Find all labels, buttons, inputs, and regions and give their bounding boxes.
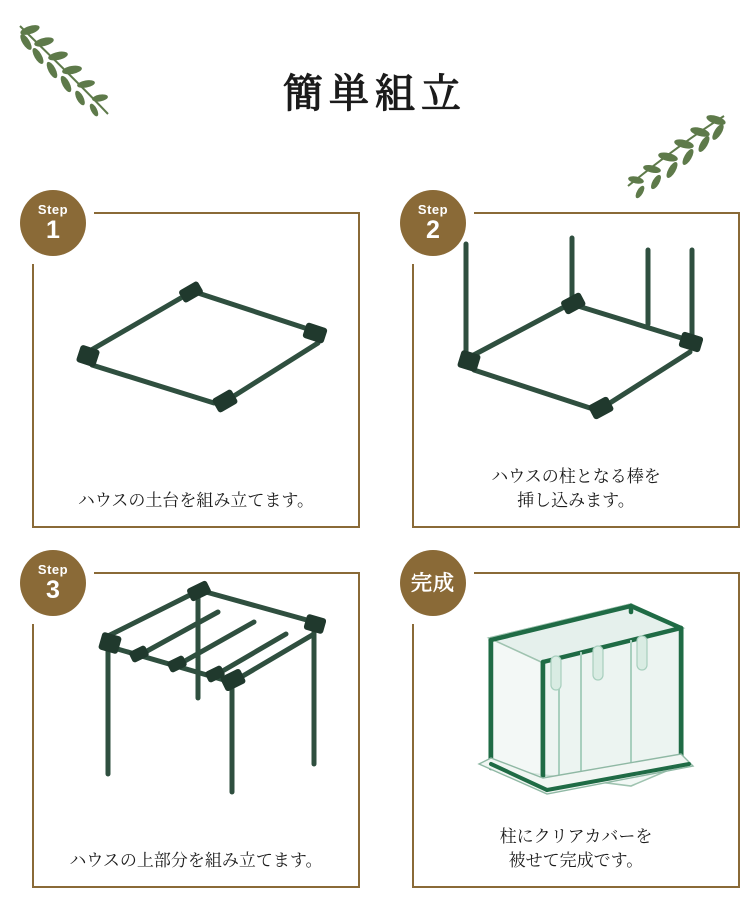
- step-badge-word-3: Step: [37, 562, 69, 577]
- step-badge-1: [20, 190, 86, 256]
- step-caption-4: [414, 825, 738, 874]
- illustration-finished-greenhouse: [412, 578, 740, 808]
- illustration-base-frame: [32, 218, 360, 448]
- step-badge-word-2: Step: [417, 202, 449, 217]
- page-title: 簡単組立: [283, 72, 467, 116]
- leaf-branch-mid-right-icon: [620, 112, 730, 202]
- step-caption-4-line-2: 被せて完成です。: [508, 851, 644, 871]
- step-caption-4-line-1: 柱にクリアカバーを: [499, 826, 653, 846]
- step-caption-2: [414, 465, 738, 514]
- step-card-3: [20, 550, 370, 900]
- illustration-pillars: [412, 218, 740, 448]
- step-badge-number-4: 完成: [411, 571, 455, 595]
- step-caption-3-line-1: ハウスの上部分を組み立てます。: [69, 851, 323, 871]
- illustration-top-frame: [32, 578, 360, 808]
- step-badge-3: [20, 550, 86, 616]
- step-caption-2-line-1: ハウスの柱となる棒を: [491, 466, 661, 486]
- step-caption-1: [34, 489, 358, 514]
- step-caption-3: [34, 849, 358, 874]
- step-badge-number-3: 3: [46, 576, 60, 604]
- step-badge-word-1: Step: [37, 202, 69, 217]
- step-badge-4: [400, 550, 466, 616]
- step-card-1: [20, 190, 370, 540]
- step-caption-2-line-2: 挿し込みます。: [517, 491, 635, 511]
- step-caption-1-line-1: ハウスの土台を組み立てます。: [77, 491, 315, 511]
- step-badge-2: [400, 190, 466, 256]
- step-card-4: [400, 550, 750, 900]
- step-badge-number-1: 1: [46, 216, 60, 244]
- steps-grid: [0, 190, 750, 900]
- step-badge-number-2: 2: [426, 216, 440, 244]
- step-card-2: [400, 190, 750, 540]
